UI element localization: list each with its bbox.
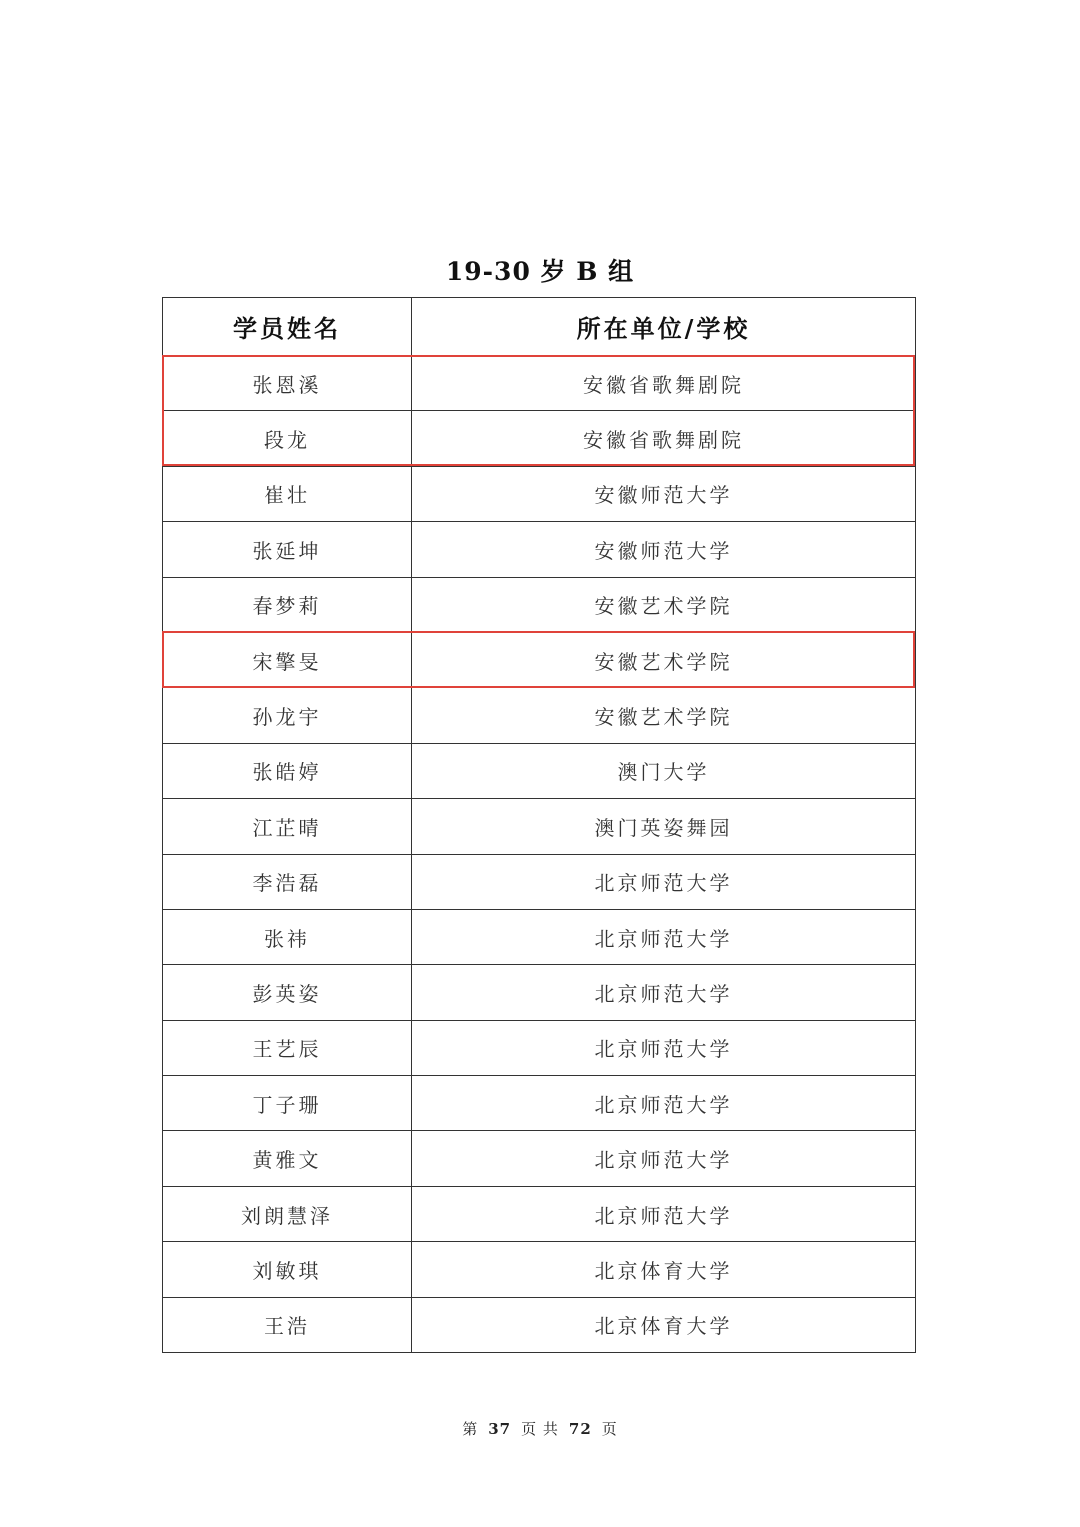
student-name: 王艺辰: [163, 1020, 412, 1075]
student-unit: 安徽师范大学: [412, 466, 916, 521]
student-unit: 北京师范大学: [412, 909, 916, 964]
table-row: [163, 1186, 916, 1241]
table-row: [163, 1297, 916, 1352]
footer-total-pages: 72: [568, 1420, 592, 1438]
student-name: 王浩: [163, 1297, 412, 1352]
student-name: 春梦莉: [163, 577, 412, 632]
student-name: 孙龙宇: [163, 688, 412, 743]
student-name: 张祎: [163, 909, 412, 964]
table-row: [163, 356, 916, 411]
student-unit: 安徽师范大学: [412, 522, 916, 577]
student-unit: 安徽省歌舞剧院: [412, 411, 916, 466]
student-unit: 澳门英姿舞园: [412, 799, 916, 854]
roster-table: [162, 297, 916, 1353]
table-row: [163, 1020, 916, 1075]
student-name: 段龙: [163, 411, 412, 466]
table-header-row: [163, 298, 916, 356]
header-unit-school: 所在单位/学校: [412, 298, 916, 356]
table-row: [163, 1242, 916, 1297]
student-name: 张延坤: [163, 522, 412, 577]
table-row: [163, 522, 916, 577]
student-name: 崔壮: [163, 466, 412, 521]
table-row: [163, 965, 916, 1020]
table-row: [163, 632, 916, 687]
student-name: 刘敏琪: [163, 1242, 412, 1297]
table-row: [163, 577, 916, 632]
header-student-name: 学员姓名: [163, 298, 412, 356]
student-unit: 北京师范大学: [412, 1186, 916, 1241]
table-row: [163, 743, 916, 798]
student-name: 张恩溪: [163, 356, 412, 411]
footer-current-page: 37: [488, 1420, 512, 1438]
footer-mid: 页 共: [521, 1420, 559, 1438]
table-row: [163, 1131, 916, 1186]
student-unit: 安徽艺术学院: [412, 632, 916, 687]
student-unit: 北京体育大学: [412, 1242, 916, 1297]
table-row: [163, 799, 916, 854]
student-name: 江芷晴: [163, 799, 412, 854]
student-name: 刘朗慧泽: [163, 1186, 412, 1241]
table-row: [163, 909, 916, 964]
student-unit: 安徽艺术学院: [412, 577, 916, 632]
footer-prefix: 第: [462, 1420, 479, 1438]
student-name: 丁子珊: [163, 1076, 412, 1131]
table-row: [163, 854, 916, 909]
student-name: 张皓婷: [163, 743, 412, 798]
student-unit: 北京师范大学: [412, 1131, 916, 1186]
student-unit: 北京师范大学: [412, 854, 916, 909]
student-unit: 北京师范大学: [412, 1076, 916, 1131]
table-row: [163, 688, 916, 743]
table-row: [163, 1076, 916, 1131]
student-name: 黄雅文: [163, 1131, 412, 1186]
page-footer: [0, 1418, 1080, 1439]
roster-table-container: [162, 297, 915, 1353]
student-unit: 北京师范大学: [412, 1020, 916, 1075]
table-row: [163, 466, 916, 521]
footer-suffix: 页: [601, 1420, 618, 1438]
student-name: 彭英姿: [163, 965, 412, 1020]
student-unit: 北京师范大学: [412, 965, 916, 1020]
student-unit: 安徽艺术学院: [412, 688, 916, 743]
student-name: 李浩磊: [163, 854, 412, 909]
table-row: [163, 411, 916, 466]
student-unit: 北京体育大学: [412, 1297, 916, 1352]
student-name: 宋擎旻: [163, 632, 412, 687]
student-unit: 澳门大学: [412, 743, 916, 798]
page-title: 19-30 岁 B 组: [445, 257, 635, 286]
student-unit: 安徽省歌舞剧院: [412, 356, 916, 411]
